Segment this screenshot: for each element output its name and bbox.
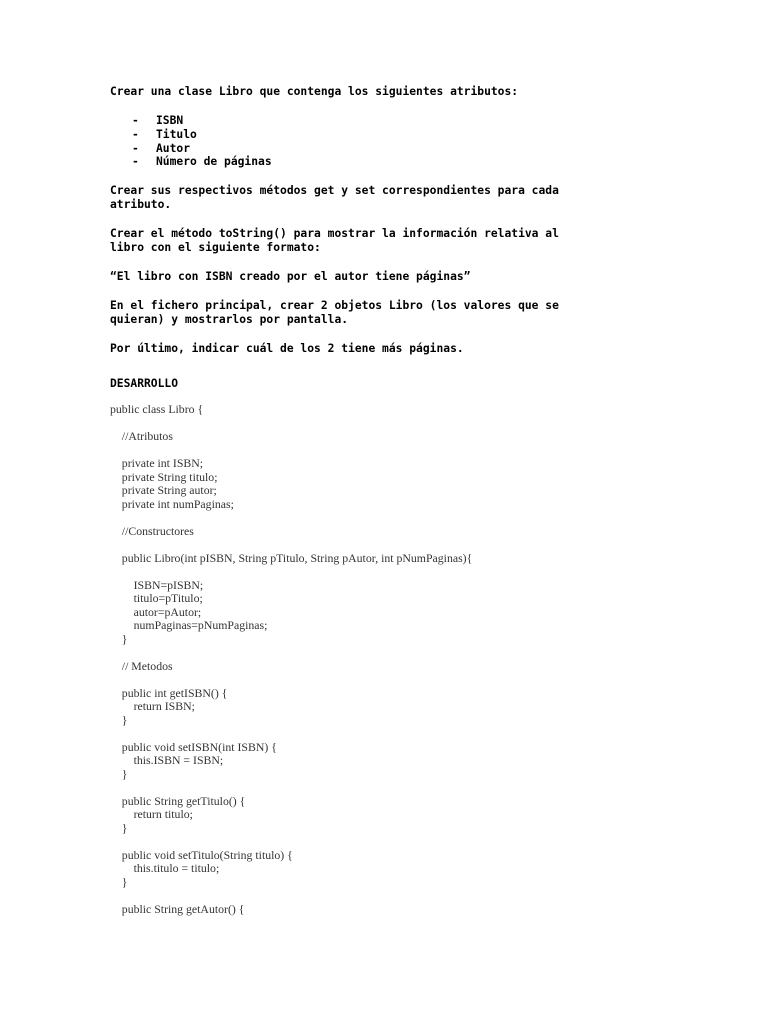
code-line: [110, 565, 730, 579]
bullet-dash: -: [132, 155, 139, 169]
code-line: }: [110, 874, 128, 889]
intro-paragraph: Crear una clase Libro que contenga los siguientes atributos:: [110, 85, 519, 98]
code-line: this.ISBN = ISBN;: [110, 753, 224, 768]
code-line: }: [110, 712, 128, 727]
code-line: public Libro(int pISBN, String pTitulo, String pAutor, int pNumPaginas){: [110, 550, 473, 565]
code-line: private int ISBN;: [110, 456, 204, 471]
document-page: [110, 85, 730, 916]
code-line: titulo=pTitulo;: [110, 591, 203, 606]
attribute-list: [110, 114, 730, 169]
section-heading: DESARROLLO: [110, 377, 179, 391]
code-line: private String titulo;: [110, 469, 218, 484]
code-line: this.titulo = titulo;: [110, 861, 220, 876]
code-line: return ISBN;: [110, 699, 195, 714]
final-paragraph: Por último, indicar cuál de los 2 tiene más páginas.: [110, 342, 464, 356]
code-line: //Atributos: [110, 429, 173, 444]
code-line: private String autor;: [110, 483, 217, 498]
main-file-paragraph: En el fichero principal, crear 2 objetos Libro (los valores que se quieran) y mostrarlos por pantalla.: [110, 299, 559, 327]
format-paragraph: “El libro con ISBN creado por el autor tiene páginas”: [110, 270, 471, 284]
code-line: [110, 444, 730, 458]
code-line: //Constructores: [110, 523, 194, 538]
code-line: [110, 417, 730, 431]
code-line: [110, 538, 730, 552]
code-block: [110, 403, 730, 916]
bullet-dash: -: [132, 114, 139, 127]
list-item: - Titulo: [132, 127, 197, 141]
code-line: [110, 646, 730, 660]
code-line: [110, 835, 730, 849]
code-line: public class Libro {: [110, 402, 204, 417]
code-line: }: [110, 820, 128, 835]
code-line: }: [110, 631, 128, 646]
code-line: return titulo;: [110, 807, 193, 822]
code-line: public String getAutor() {: [110, 901, 245, 916]
code-line: public int getISBN() {: [110, 685, 228, 700]
code-line: autor=pAutor;: [110, 604, 202, 619]
code-line: }: [110, 766, 128, 781]
code-line: private int numPaginas;: [110, 496, 234, 511]
list-item: - Autor: [132, 141, 191, 155]
code-line: [110, 673, 730, 687]
list-item: - ISBN: [132, 114, 184, 127]
code-line: [110, 781, 730, 795]
getset-paragraph: Crear sus respectivos métodos get y set correspondientes para cada atributo.: [110, 184, 559, 212]
tostring-paragraph: Crear el método toString() para mostrar la información relativa al libro con el siguiente formato:: [110, 227, 559, 255]
bullet-dash: -: [132, 141, 139, 155]
code-line: numPaginas=pNumPaginas;: [110, 618, 268, 633]
bullet-dash: -: [132, 127, 139, 141]
code-line: [110, 889, 730, 903]
code-line: public String getTitulo() {: [110, 793, 246, 808]
code-line: [110, 511, 730, 525]
code-line: public void setISBN(int ISBN) {: [110, 739, 277, 754]
code-line: // Metodos: [110, 658, 173, 673]
code-line: public void setTitulo(String titulo) {: [110, 847, 293, 862]
code-line: ISBN=pISBN;: [110, 577, 204, 592]
code-line: [110, 727, 730, 741]
list-item: - Número de páginas: [132, 155, 272, 169]
